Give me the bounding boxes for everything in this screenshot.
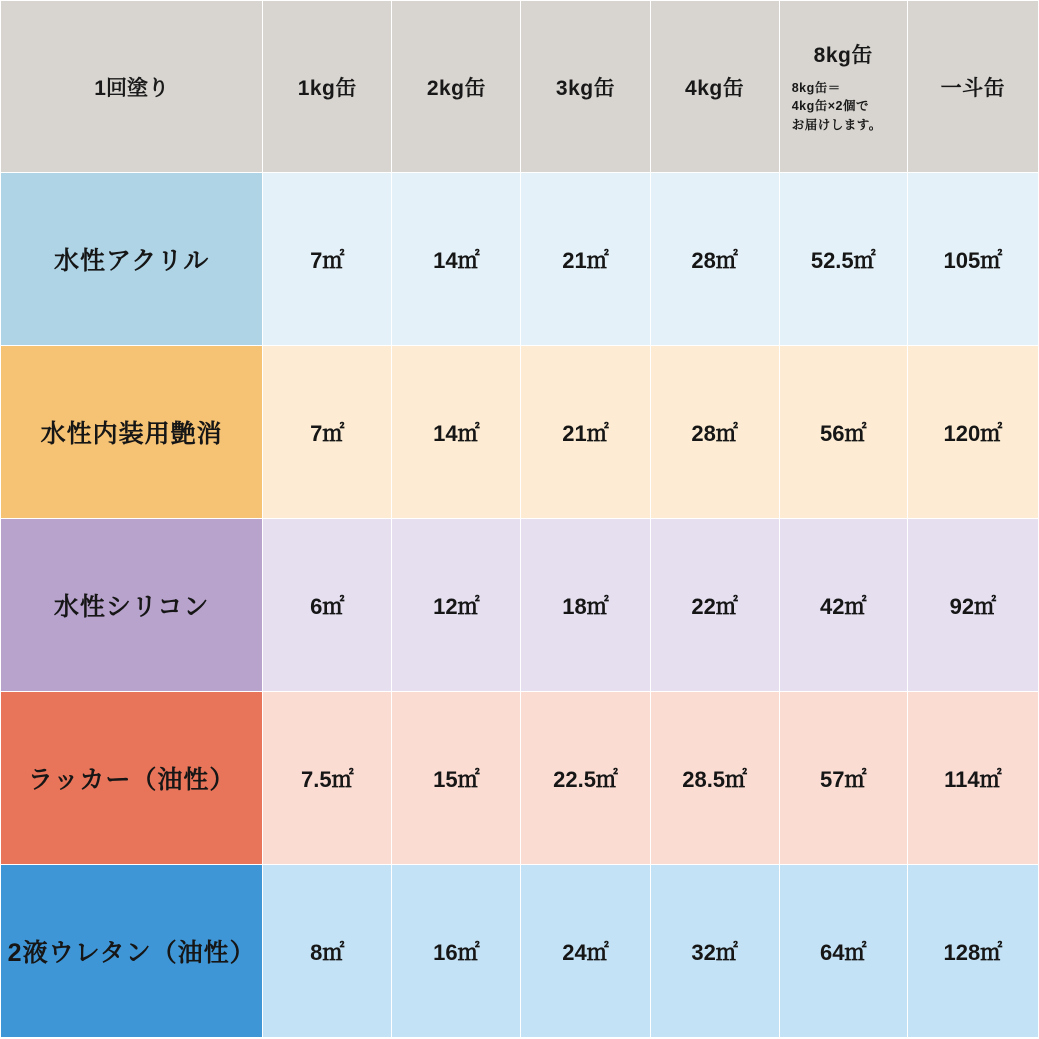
header-cell-itto: 一斗缶 [907,1,1038,173]
cell-lacquer-3kg: 22.5㎡ [521,692,650,865]
row-label-urethane: 2液ウレタン（油性） [1,865,263,1038]
cell-acrylic-2kg: 14㎡ [392,173,521,346]
row-label-interior-matte: 水性内装用艶消 [1,346,263,519]
cell-interior-matte-itto: 120㎡ [907,346,1038,519]
cell-urethane-itto: 128㎡ [907,865,1038,1038]
cell-urethane-1kg: 8㎡ [263,865,392,1038]
table-row [1,692,1039,865]
cell-lacquer-4kg: 28.5㎡ [650,692,779,865]
cell-interior-matte-2kg: 14㎡ [392,346,521,519]
cell-urethane-2kg: 16㎡ [392,865,521,1038]
header-cell-4kg: 4kg缶 [650,1,779,173]
cell-urethane-8kg: 64㎡ [779,865,907,1038]
table-row [1,173,1039,346]
cell-lacquer-8kg: 57㎡ [779,692,907,865]
table-row [1,346,1039,519]
cell-acrylic-1kg: 7㎡ [263,173,392,346]
header-cell-2kg: 2kg缶 [392,1,521,173]
cell-silicone-itto: 92㎡ [907,519,1038,692]
table-row [1,519,1039,692]
header-cell-1kg: 1kg缶 [263,1,392,173]
row-label-lacquer: ラッカー（油性） [1,692,263,865]
cell-interior-matte-3kg: 21㎡ [521,346,650,519]
cell-urethane-3kg: 24㎡ [521,865,650,1038]
header-row [1,1,1039,173]
cell-urethane-4kg: 32㎡ [650,865,779,1038]
cell-silicone-1kg: 6㎡ [263,519,392,692]
cell-acrylic-itto: 105㎡ [907,173,1038,346]
header-cell-8kg-note: 8kg缶＝ 4kg缶×2個で お届けします。 [791,81,882,132]
table-header [1,1,1039,173]
cell-interior-matte-1kg: 7㎡ [263,346,392,519]
table-body [1,173,1039,1038]
cell-lacquer-itto: 114㎡ [907,692,1038,865]
cell-lacquer-1kg: 7.5㎡ [263,692,392,865]
cell-silicone-2kg: 12㎡ [392,519,521,692]
cell-interior-matte-4kg: 28㎡ [650,346,779,519]
cell-acrylic-4kg: 28㎡ [650,173,779,346]
cell-silicone-3kg: 18㎡ [521,519,650,692]
header-cell-3kg: 3kg缶 [521,1,650,173]
cell-lacquer-2kg: 15㎡ [392,692,521,865]
header-cell-8kg-label: 8kg缶 [813,44,873,68]
row-label-silicone: 水性シリコン [1,519,263,692]
table-row [1,865,1039,1038]
header-cell-8kg [779,1,907,173]
cell-acrylic-3kg: 21㎡ [521,173,650,346]
header-cell-coats: 1回塗り [1,1,263,173]
cell-silicone-4kg: 22㎡ [650,519,779,692]
cell-acrylic-8kg: 52.5㎡ [779,173,907,346]
cell-silicone-8kg: 42㎡ [779,519,907,692]
row-label-acrylic: 水性アクリル [1,173,263,346]
cell-interior-matte-8kg: 56㎡ [779,346,907,519]
